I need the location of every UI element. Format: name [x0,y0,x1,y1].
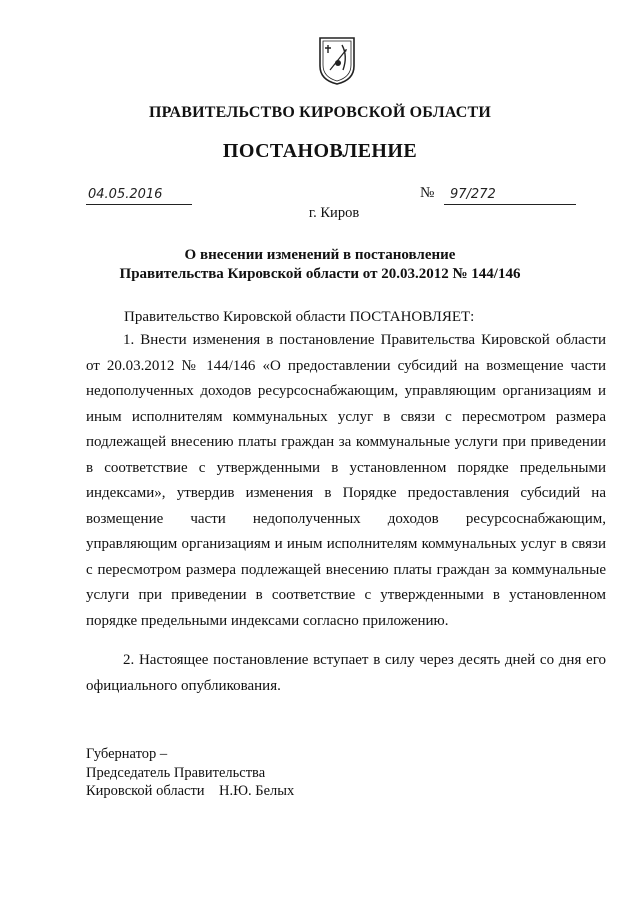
paragraph-2: 2. Настоящее постановление вступает в силу через десять дней со дня его официального опубликования. [86,652,606,694]
signature-line-1: Губернатор – [86,746,168,762]
subject-line-1: О внесении изменений в постановление [184,247,456,263]
document-type: ПОСТАНОВЛЕНИЕ [222,140,418,162]
signature-line-3: Кировской области Н.Ю. Белых [86,783,295,799]
document-number: 97/272 [444,186,576,205]
organization-title: ПРАВИТЕЛЬСТВО КИРОВСКОЙ ОБЛАСТИ [148,104,492,121]
preamble: Правительство Кировской области ПОСТАНОВЛЯЕТ: [124,309,475,325]
paragraph-1: 1. Внести изменения в постановление Правительства Кировской области от 20.03.2012 № 144/146 «О предоставлении субсидий на возмещение части недополученных доходов ресурсоснабжающим, управляющим организациям и иным исполнителям коммунальных услуг в связи с пересмотром размера подлежащей внесению платы граждан за коммунальные услуги при приведении в соответствие с утвержденными в установленном порядке предельными индексами», утвердив изменения в Порядке предоставления субсидий на возмещение части недополученных доходов ресурсоснабжающим, управляющим организациям и иным исполнителям коммунальных услуг в связи с пересмотром размера подлежащей внесению платы граждан за коммунальные услуги при приведении в соответствие с утвержденными в установленном порядке предельными индексами согласно приложению. [86,332,606,629]
signature-block [86,745,294,801]
subject-line-2: Правительства Кировской области от 20.03.2012 № 144/146 [119,266,521,282]
signature-line-2: Председатель Правительства [86,764,266,781]
document-date: 04.05.2016 [86,186,192,205]
number-label: № [420,185,435,201]
coat-of-arms-icon [318,36,356,86]
city: г. Киров [308,205,360,221]
document-subject [0,246,640,284]
